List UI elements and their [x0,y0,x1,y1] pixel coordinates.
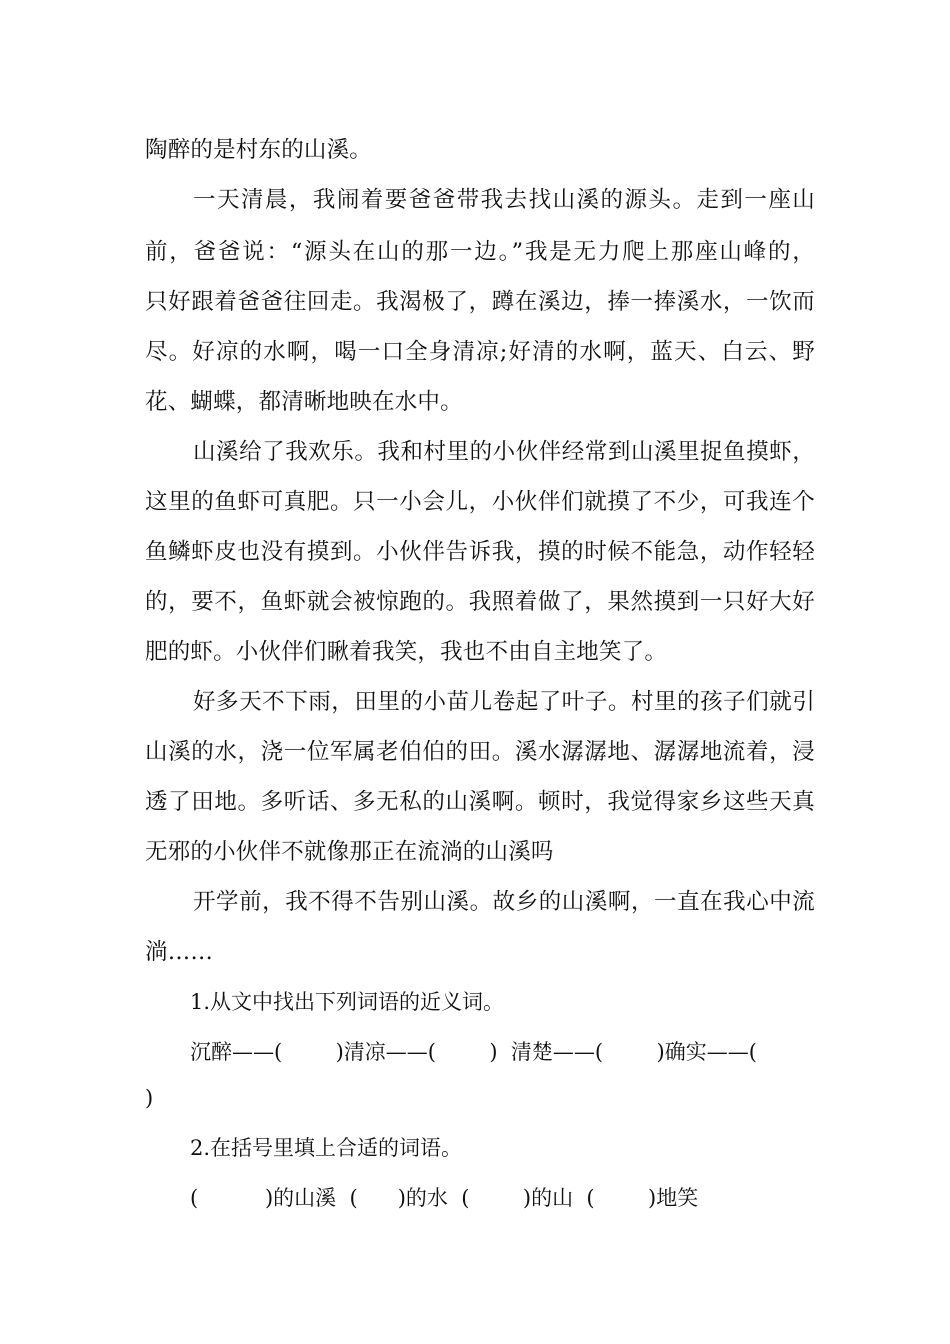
paragraph-line: 只好跟着爸爸往回走。我渴极了，蹲在溪边，捧一捧溪水，一饮而 [145,289,815,315]
paragraph-line: 尽。好凉的水啊，喝一口全身清凉;好清的水啊，蓝天、白云、野 [145,339,815,365]
paragraph-line: 山溪的水，浇一位军属老伯伯的田。溪水潺潺地、潺潺地流着，浸 [145,739,815,765]
paragraph-line: 陶醉的是村东的山溪。 [145,137,373,163]
paragraph-line: 的，要不，鱼虾就会被惊跑的。我照着做了，果然摸到一只好大好 [145,589,815,615]
paragraph-line: 无邪的小伙伴不就像那正在流淌的山溪吗 [145,839,554,865]
paragraph-line: 肥的虾。小伙伴们瞅着我笑，我也不由自主地笑了。 [145,639,668,665]
paragraph-line: 鱼鳞虾皮也没有摸到。小伙伴告诉我，摸的时候不能急，动作轻轻 [145,539,815,565]
paragraph-line: 好多天不下雨，田里的小苗儿卷起了叶子。村里的孩子们就引 [193,689,815,715]
paragraph-line: 一天清晨，我闹着要爸爸带我去找山溪的源头。走到一座山 [193,187,815,213]
paragraph-line: 山溪给了我欢乐。我和村里的小伙伴经常到山溪里捉鱼摸虾， [193,439,815,465]
question-1-title: 1.从文中找出下列词语的近义词。 [190,990,505,1014]
paragraph-line: 前，爸爸说：“源头在山的那一边。”我是无力爬上那座山峰的， [145,239,815,265]
question-2-blanks: ( )的山溪 ( )的水 ( )的山 ( )地笑 [190,1186,699,1210]
paragraph-line: 这里的鱼虾可真肥。只一小会儿，小伙伴们就摸了不少，可我连个 [145,489,815,515]
question-1-blanks-continued: ) [145,1086,154,1110]
paragraph-line: 花、蝴蝶，都清晰地映在水中。 [145,389,463,415]
question-1-blanks: 沉醉——( )清凉——( ) 清楚——( )确实——( [190,1040,757,1064]
paragraph-line: 开学前，我不得不告别山溪。故乡的山溪啊，一直在我心中流 [193,889,815,915]
paragraph-line: 透了田地。多听话、多无私的山溪啊。顿时，我觉得家乡这些天真 [145,789,815,815]
paragraph-line: 淌…… [145,939,214,965]
question-2-title: 2.在括号里填上合适的词语。 [190,1136,463,1160]
